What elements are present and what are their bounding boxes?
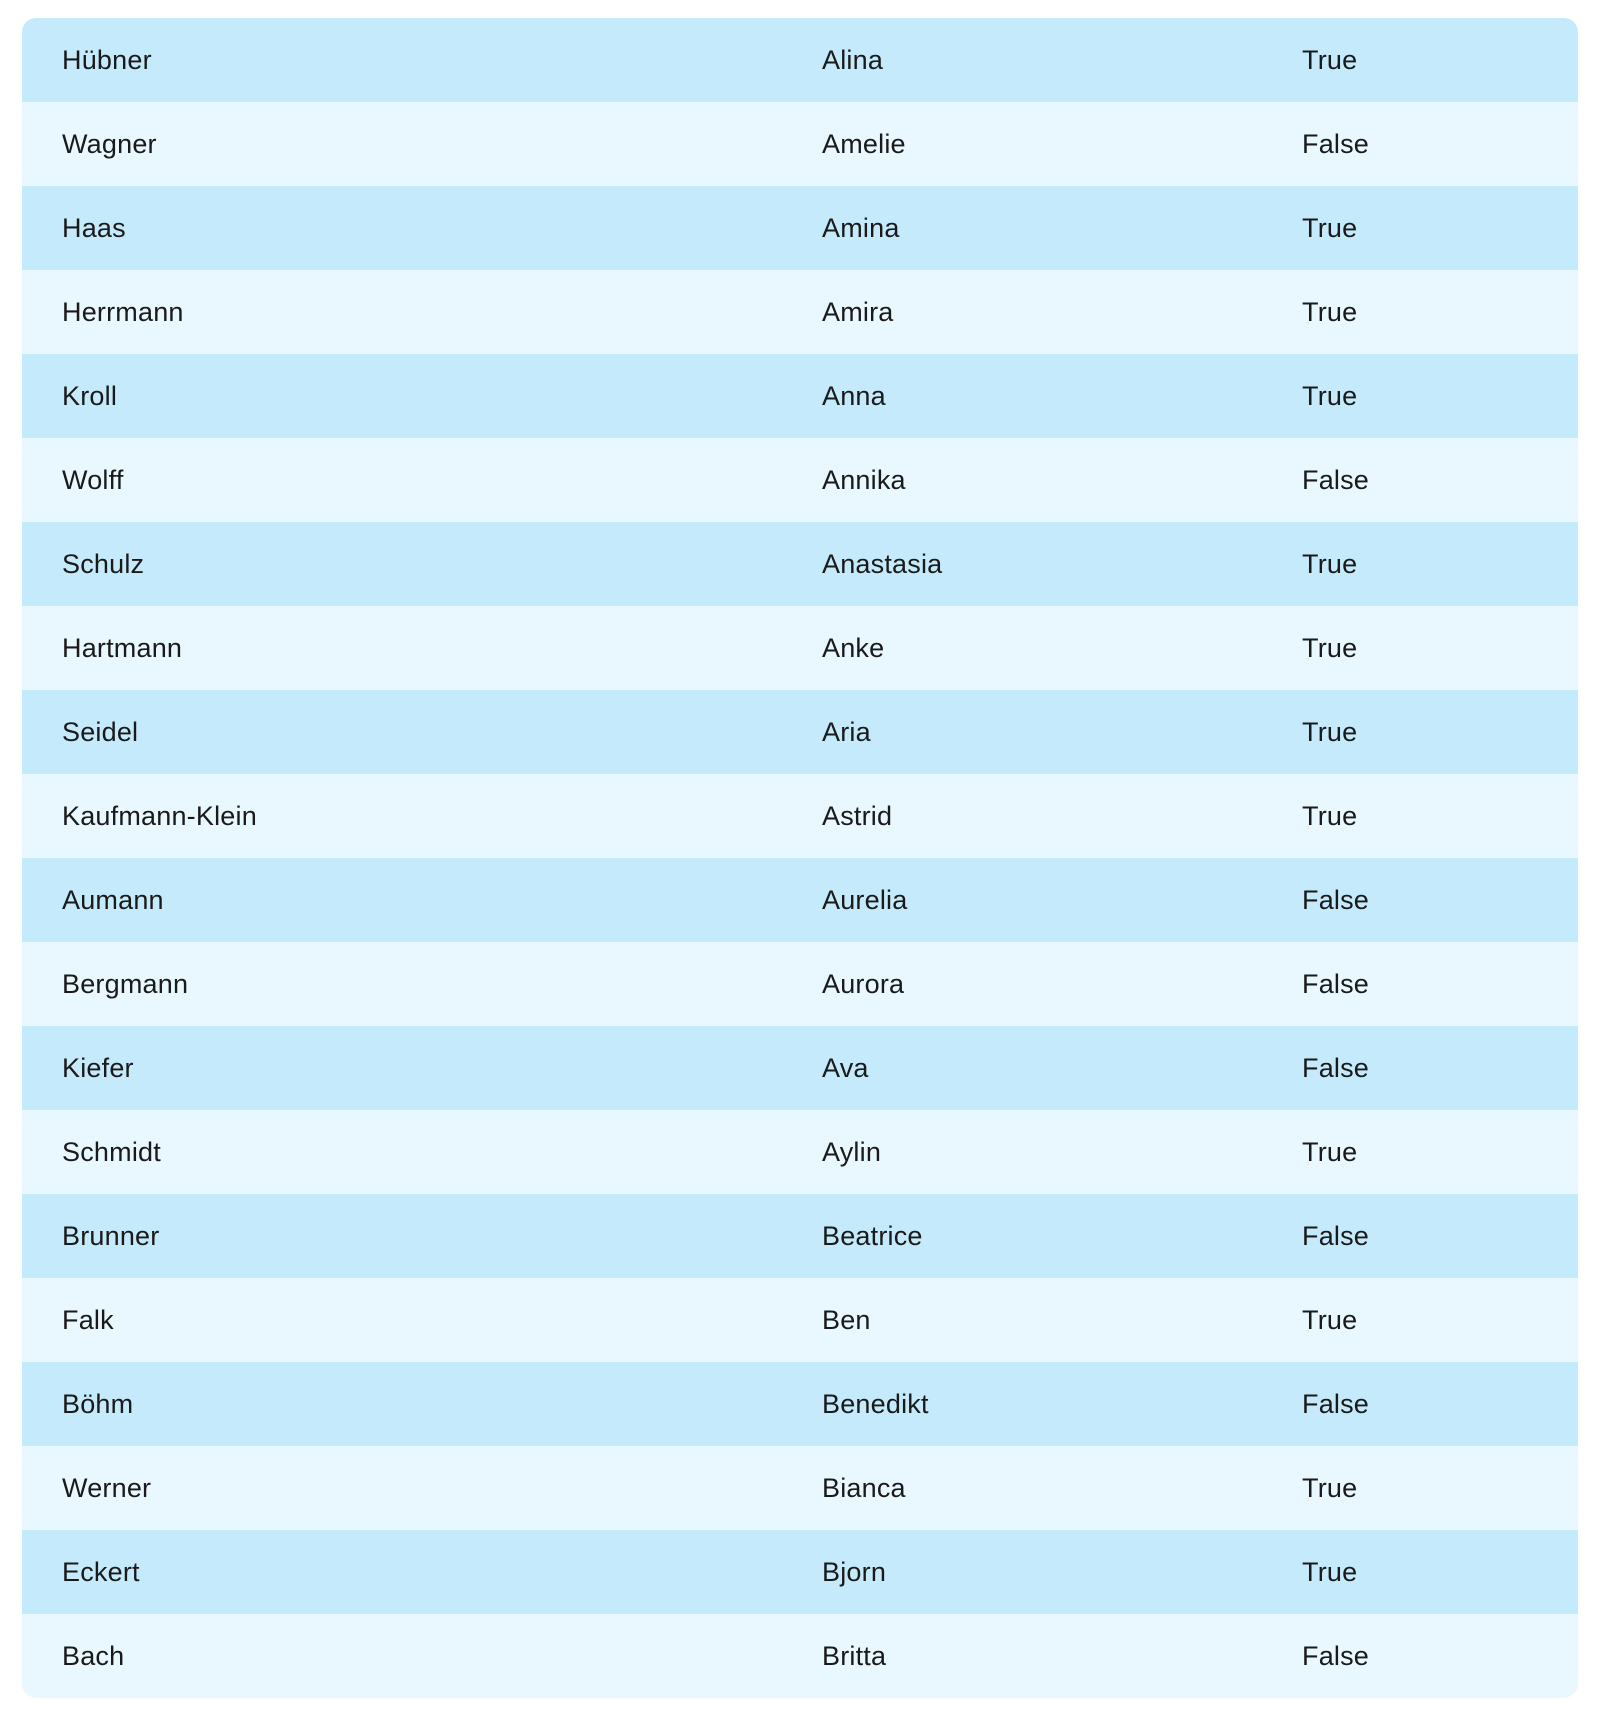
people-table bbox=[22, 18, 1578, 1698]
cell-last-name: Kaufmann-Klein bbox=[22, 774, 782, 858]
cell-first-name: Ava bbox=[782, 1026, 1262, 1110]
table-row bbox=[22, 1110, 1578, 1194]
cell-flag: True bbox=[1262, 522, 1578, 606]
cell-last-name: Schulz bbox=[22, 522, 782, 606]
cell-first-name: Anna bbox=[782, 354, 1262, 438]
cell-first-name: Benedikt bbox=[782, 1362, 1262, 1446]
table-row bbox=[22, 354, 1578, 438]
cell-flag: True bbox=[1262, 1110, 1578, 1194]
table-row bbox=[22, 1530, 1578, 1614]
table-row bbox=[22, 1362, 1578, 1446]
cell-flag: True bbox=[1262, 186, 1578, 270]
cell-first-name: Aylin bbox=[782, 1110, 1262, 1194]
table-row bbox=[22, 102, 1578, 186]
table-row bbox=[22, 1278, 1578, 1362]
cell-flag: False bbox=[1262, 1194, 1578, 1278]
table-row bbox=[22, 18, 1578, 102]
cell-last-name: Herrmann bbox=[22, 270, 782, 354]
table-row bbox=[22, 942, 1578, 1026]
cell-first-name: Astrid bbox=[782, 774, 1262, 858]
cell-last-name: Seidel bbox=[22, 690, 782, 774]
table-body bbox=[22, 18, 1578, 1698]
cell-flag: True bbox=[1262, 606, 1578, 690]
cell-first-name: Amina bbox=[782, 186, 1262, 270]
cell-flag: True bbox=[1262, 354, 1578, 438]
cell-flag: False bbox=[1262, 1362, 1578, 1446]
table-row bbox=[22, 270, 1578, 354]
table-row bbox=[22, 858, 1578, 942]
cell-last-name: Böhm bbox=[22, 1362, 782, 1446]
cell-first-name: Britta bbox=[782, 1614, 1262, 1698]
cell-last-name: Aumann bbox=[22, 858, 782, 942]
cell-last-name: Bach bbox=[22, 1614, 782, 1698]
cell-flag: False bbox=[1262, 858, 1578, 942]
cell-last-name: Eckert bbox=[22, 1530, 782, 1614]
table-row bbox=[22, 1026, 1578, 1110]
cell-flag: True bbox=[1262, 690, 1578, 774]
cell-last-name: Wolff bbox=[22, 438, 782, 522]
cell-last-name: Kiefer bbox=[22, 1026, 782, 1110]
cell-flag: False bbox=[1262, 1026, 1578, 1110]
cell-first-name: Aria bbox=[782, 690, 1262, 774]
cell-first-name: Aurora bbox=[782, 942, 1262, 1026]
cell-flag: True bbox=[1262, 1530, 1578, 1614]
table-row bbox=[22, 522, 1578, 606]
cell-first-name: Aurelia bbox=[782, 858, 1262, 942]
table-row bbox=[22, 1614, 1578, 1698]
cell-last-name: Falk bbox=[22, 1278, 782, 1362]
table-row bbox=[22, 438, 1578, 522]
cell-first-name: Amira bbox=[782, 270, 1262, 354]
cell-flag: False bbox=[1262, 438, 1578, 522]
cell-last-name: Hartmann bbox=[22, 606, 782, 690]
cell-first-name: Beatrice bbox=[782, 1194, 1262, 1278]
cell-last-name: Bergmann bbox=[22, 942, 782, 1026]
table-row bbox=[22, 186, 1578, 270]
cell-last-name: Wagner bbox=[22, 102, 782, 186]
table-row bbox=[22, 606, 1578, 690]
cell-first-name: Ben bbox=[782, 1278, 1262, 1362]
cell-first-name: Annika bbox=[782, 438, 1262, 522]
cell-first-name: Anke bbox=[782, 606, 1262, 690]
cell-flag: True bbox=[1262, 270, 1578, 354]
cell-flag: True bbox=[1262, 18, 1578, 102]
cell-last-name: Werner bbox=[22, 1446, 782, 1530]
cell-last-name: Haas bbox=[22, 186, 782, 270]
cell-last-name: Schmidt bbox=[22, 1110, 782, 1194]
cell-first-name: Bianca bbox=[782, 1446, 1262, 1530]
cell-flag: True bbox=[1262, 1278, 1578, 1362]
cell-last-name: Kroll bbox=[22, 354, 782, 438]
cell-flag: False bbox=[1262, 1614, 1578, 1698]
cell-first-name: Alina bbox=[782, 18, 1262, 102]
table-row bbox=[22, 690, 1578, 774]
cell-first-name: Bjorn bbox=[782, 1530, 1262, 1614]
cell-first-name: Anastasia bbox=[782, 522, 1262, 606]
cell-flag: False bbox=[1262, 942, 1578, 1026]
cell-flag: True bbox=[1262, 774, 1578, 858]
cell-first-name: Amelie bbox=[782, 102, 1262, 186]
cell-flag: True bbox=[1262, 1446, 1578, 1530]
cell-flag: False bbox=[1262, 102, 1578, 186]
table-row bbox=[22, 774, 1578, 858]
table-row bbox=[22, 1194, 1578, 1278]
table-row bbox=[22, 1446, 1578, 1530]
cell-last-name: Brunner bbox=[22, 1194, 782, 1278]
cell-last-name: Hübner bbox=[22, 18, 782, 102]
